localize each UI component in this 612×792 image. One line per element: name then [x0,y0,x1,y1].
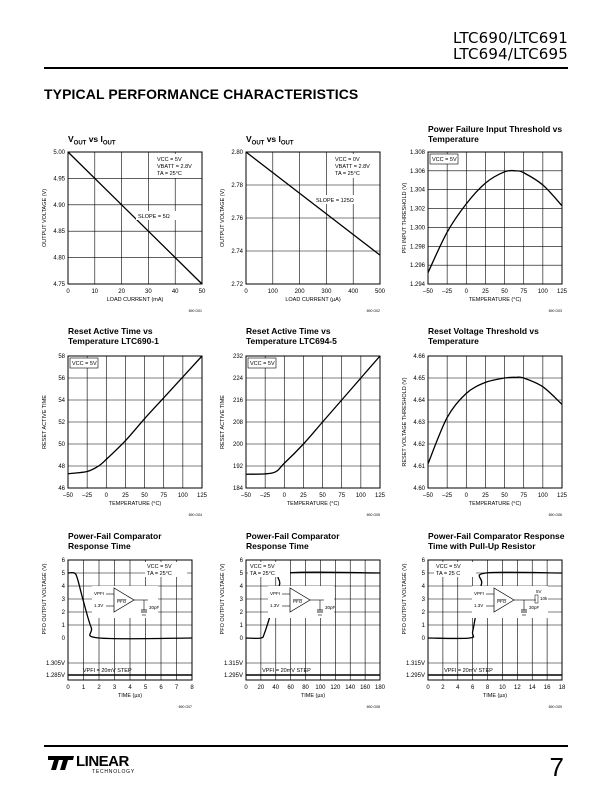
logo-subtext: TECHNOLOGY [92,769,136,775]
chart9-ytick-label: 0 [421,636,425,642]
chart6-xtick-label: 100 [537,493,548,499]
chart8-annotation: TA = 25°C [250,571,275,577]
chart5-series-line [246,356,380,474]
page-number: 7 [549,752,564,782]
header-title-line1: LTC690/LTC691 [452,29,568,47]
footer-rule [44,745,568,747]
chart9-step-text: VPFI = 20mV STEP [444,668,493,674]
chart4-annotation: VCC = 5V [72,361,97,367]
chart5-xtick-label: –50 [240,493,252,499]
chart6-ytick-label: 4.61 [413,464,425,470]
chart8-cap-label: 30pF [325,605,336,610]
chart6-xtick-label: 125 [556,493,568,499]
chart2-xtick-label: 300 [321,289,332,295]
chart5-ytick-label: 208 [232,420,243,426]
chart8-frame [246,560,380,680]
chart6-xtick-label: 75 [520,493,528,499]
chart4-ytick-label: 52 [58,420,65,426]
chart9-xtick-label: 2 [441,685,445,691]
chart8-ytick-label: 4 [239,584,243,590]
chart2-ytick-label: 2.72 [231,282,243,288]
chart9-cap-label: 30pF [529,605,540,610]
chart9-xlabel: TIME (µs) [482,693,508,699]
chart7-annotation: TA = 25°C [147,571,172,577]
chart9-ytick-label: 2 [421,610,425,616]
chart9-xtick-label: 18 [558,685,566,691]
chart6-ytick-label: 4.66 [413,354,425,360]
chart9-vpfi-label: VPFI [474,591,485,596]
chart3-title: Power Failure Input Threshold vs Temperature [428,124,563,144]
chart4-xtick-label: 75 [160,493,168,499]
chart5-ytick-label: 232 [232,354,243,360]
chart3-xlabel: TEMPERATURE (°C) [468,297,522,303]
chart3-figure-code: 690 G03 [548,309,562,313]
chart3-ytick-label: 1.300 [409,225,425,232]
chart8-ref-label: 1.3V [270,603,280,608]
chart7-xtick-label: 5 [143,685,148,691]
chart1-annotation: VCC = 5V [157,157,182,163]
chart7-xtick-label: 7 [174,685,179,691]
chart3-ylabel: PFI INPUT THRESHOLD (V) [402,182,408,254]
chart6-ytick-label: 4.63 [413,420,425,426]
chart8-xtick-label: 100 [315,685,326,691]
chart4-ytick-label: 58 [58,354,65,360]
chart9-title: Power-Fail Comparator Response Time with Pull-Up Resistor [428,531,565,551]
chart1-xtick-label: 40 [171,289,179,295]
chart7-annotation: VCC = 5V [147,564,172,570]
chart8-ytick-label: 1 [239,623,243,629]
chart4-xtick-label: 0 [104,493,108,499]
chart5-title: Reset Active Time vs Temperature LTC694-5 [246,326,337,346]
chart3-ytick-label: 1.304 [409,187,425,194]
chart9-frame [428,560,562,680]
chart5-xtick-label: 0 [282,493,286,499]
chart5-ytick-label: 192 [232,464,243,470]
chart9-pullup-resistor [535,595,538,603]
chart8-ytick-label: 5 [239,571,243,577]
logo-text: LINEAR [76,753,129,770]
chart8-ytick-label: 2 [239,610,243,616]
chart4-ytick-label: 46 [58,486,65,492]
chart5-xlabel: TEMPERATURE (°C) [286,501,340,507]
chart9-ytick-label: 4 [421,584,425,590]
chart4-xlabel: TEMPERATURE (°C) [108,501,162,507]
chart1-xlabel: LOAD CURRENT (mA) [106,297,164,303]
chart2-xtick-label: 100 [267,289,278,295]
chart7-xtick-label: 4 [128,685,132,691]
chart7-vpfi-label: VPFI [94,591,105,596]
chart8-ytick-label: 3 [239,597,243,603]
chart5-ytick-label: 216 [232,398,243,404]
chart1-ytick-label: 4.85 [53,229,65,236]
chart5-annotation: VCC = 5V [250,361,275,367]
chart9-resistor-label: 10k [540,596,548,601]
chart3-ytick-label: 1.306 [409,168,425,175]
chart7-xtick-label: 6 [159,685,163,691]
chart4-xtick-label: 125 [196,493,208,499]
chart9-ytick-label: 5 [421,571,425,577]
chart6-xtick-label: –25 [442,493,453,499]
chart7-ylabel: PFO OUTPUT VOLTAGE (V) [42,563,48,635]
chart3-xtick-label: –50 [422,289,434,295]
chart7-ytick-label: 2 [61,610,65,616]
chart7-ytick-label: 0 [61,636,65,642]
chart9-xtick-label: 10 [499,685,506,691]
chart4-xtick-label: 50 [141,493,148,499]
chart1-figure-code: 690 G01 [188,309,202,313]
chart9-ylabel: PFO OUTPUT VOLTAGE (V) [402,563,408,635]
chart7-cap-label: 30pF [149,605,160,610]
chart7-title: Power-Fail Comparator Response Time [68,531,162,551]
chart7-xlabel: TIME (µs) [117,693,143,699]
chart2-ylabel: OUTPUT VOLTAGE (V) [220,188,226,248]
chart7-step-text: VPFI = 20mV STEP [82,668,132,674]
chart6-figure-code: 690 G06 [548,513,562,517]
chart6-ytick-label: 4.62 [413,442,425,448]
chart9-figure-code: 690 G09 [548,705,562,709]
chart2-ytick-label: 2.78 [231,183,243,189]
chart2-xlabel: LOAD CURRENT (µA) [285,297,341,303]
chart1-ytick-label: 5.00 [53,150,65,156]
chart6-xtick-label: 25 [482,493,489,499]
chart5-ylabel: RESET ACTIVE TIME [220,395,226,449]
chart7-figure-code: 690 G07 [178,705,192,709]
chart6-xtick-label: 50 [501,493,508,499]
chart8-pfo-label: PFO [293,599,303,604]
chart4-series-line [68,356,202,474]
chart9-annotation: TA = 25 C [436,571,461,577]
chart4-ytick-label: 54 [58,398,65,404]
chart5-ytick-label: 184 [232,486,243,492]
chart4-ytick-label: 56 [58,376,65,382]
chart1-annotation: TA = 25°C [157,171,182,177]
chart1-xtick-label: 20 [118,289,125,295]
chart1-ytick-label: 4.75 [53,282,65,288]
chart8-ytick-label: 0 [239,636,243,642]
chart7-lower-label1: 1.305V [45,661,65,667]
chart2-figure-code: 690 G02 [366,309,380,313]
chart1-ytick-label: 4.80 [53,255,65,262]
chart3-xtick-label: 25 [482,289,489,295]
chart1-title-sub-out2: OUT [102,140,116,147]
chart5-ytick-label: 200 [232,442,243,448]
chart6-ytick-label: 4.65 [413,376,425,382]
chart2-ytick-label: 2.74 [231,249,243,255]
chart9-ref-label: 1.3V [474,603,484,608]
chart5-xtick-label: 100 [355,493,366,499]
chart9-annotation: VCC = 5V [436,564,461,570]
chart3-series-line [428,171,562,273]
chart6-series-line [428,377,562,464]
chart4-xtick-label: 100 [177,493,188,499]
chart8-step-text: VPFI = 20mV STEP [262,668,311,674]
chart6-xlabel: TEMPERATURE (°C) [468,501,522,507]
chart2-annotation: VBATT = 2.8V [335,164,370,170]
chart7-xtick-label: 0 [66,685,70,691]
chart5-xtick-label: –25 [260,493,271,499]
chart9-lower-label1: 1.315V [405,661,425,667]
chart1-title-mid: vs I [86,134,103,144]
chart3-xtick-label: –25 [442,289,453,295]
chart8-ylabel: PFO OUTPUT VOLTAGE (V) [220,563,226,635]
chart9-lower-label2: 1.295V [405,673,425,679]
chart9-xtick-label: 16 [543,685,551,691]
chart9-xtick-label: 8 [485,685,490,691]
chart7-pfo-label: PFO [117,599,127,604]
header-title-line2: LTC694/LTC695 [452,45,568,63]
chart3-frame [428,152,562,284]
chart1-xtick-label: 50 [198,289,206,295]
chart8-xtick-label: 180 [374,685,386,691]
chart2-ytick-label: 2.80 [231,150,243,156]
chart8-xtick-label: 80 [302,685,309,691]
chart7-ref-label: 1.3V [94,603,104,608]
chart2-ytick-label: 2.76 [231,216,243,222]
chart8-xtick-label: 160 [360,685,371,691]
chart8-xtick-label: 120 [330,685,341,691]
chart8-xtick-label: 140 [345,685,356,691]
chart8-lower-label2: 1.295V [223,673,243,679]
chart5-xtick-label: 50 [319,493,326,499]
chart8-xtick-label: 20 [257,685,265,691]
chart5-figure-code: 690 G05 [366,513,380,517]
chart7-lower-label2: 1.285V [45,673,65,679]
chart7-xtick-label: 1 [81,685,86,691]
chart3-ytick-label: 1.294 [409,282,425,288]
chart9-xtick-label: 4 [456,685,460,691]
chart2-annotation: VCC = 0V [335,157,360,163]
chart4-xtick-label: –25 [82,493,93,499]
chart1-xtick-label: 0 [66,289,70,295]
chart2-xtick-label: 500 [374,289,386,295]
chart1-ylabel: OUTPUT VOLTAGE (V) [42,188,48,248]
chart5-xtick-label: 75 [338,493,346,499]
chart2-xtick-label: 0 [244,289,248,295]
chart9-ytick-label: 1 [421,623,425,629]
chart7-ytick-label: 5 [61,571,65,577]
chart3-xtick-label: 0 [464,289,468,295]
chart8-ytick-label: 6 [239,558,243,564]
chart2-annotation: TA = 25°C [335,171,360,177]
chart4-xtick-label: 25 [122,493,129,499]
chart1-xtick-label: 30 [145,289,152,295]
chart9-pfo-label: PFO [497,599,507,604]
chart5-xtick-label: 25 [300,493,307,499]
chart1-ytick-label: 4.90 [53,202,65,209]
chart2-slope-label: SLOPE = 125Ω [316,198,354,204]
chart6-xtick-label: –50 [422,493,434,499]
chart4-xtick-label: –50 [62,493,74,499]
chart6-ytick-label: 4.60 [413,486,425,492]
chart5-ytick-label: 224 [232,376,243,382]
chart7-xtick-label: 8 [190,685,194,691]
chart8-lower-label1: 1.315V [223,661,243,667]
chart3-ytick-label: 1.298 [409,244,425,251]
chart7-ytick-label: 4 [61,584,65,590]
chart9-ytick-label: 3 [421,597,425,603]
chart7-ytick-label: 6 [61,558,65,564]
chart9-xtick-label: 6 [470,685,475,691]
chart1-ytick-label: 4.95 [53,176,65,183]
chart9-ytick-label: 6 [421,558,425,564]
chart2-xtick-label: 400 [348,289,359,295]
chart1-title-sub-out: OUT [73,140,87,147]
chart8-figure-code: 690 G08 [366,705,380,709]
chart9-xtick-label: 14 [528,685,536,691]
chart2-title-sub-out2: OUT [280,140,294,147]
chart8-xtick-label: 0 [244,685,248,691]
chart8-xtick-label: 40 [272,685,280,691]
chart4-ylabel: RESET ACTIVE TIME [42,395,48,449]
chart3-xtick-label: 50 [501,289,508,295]
chart1-xtick-label: 10 [91,289,99,295]
chart7-ytick-label: 1 [61,623,65,629]
linear-logo-icon [46,752,76,774]
chart2-title-v: V [246,134,252,144]
chart7-xtick-label: 3 [112,685,117,691]
chart2-title-sub-out: OUT [251,140,265,147]
section-title: TYPICAL PERFORMANCE CHARACTERISTICS [44,86,359,102]
chart6-xtick-label: 0 [464,493,468,499]
chart2-title-mid: vs I [264,134,281,144]
chart4-ytick-label: 50 [58,442,65,448]
chart1-annotation: VBATT = 2.8V [157,164,192,170]
chart9-xtick-label: 12 [513,685,521,691]
chart9-xtick-label: 0 [426,685,430,691]
chart8-xlabel: TIME (µs) [300,693,326,699]
chart6-ylabel: RESET VOLTAGE THRESHOLD (V) [402,377,408,467]
chart3-ytick-label: 1.302 [409,206,425,213]
chart7-ytick-label: 3 [61,597,65,603]
chart3-ytick-label: 1.296 [409,263,425,270]
chart4-ytick-label: 48 [58,464,65,470]
chart8-title: Power-Fail Comparator Response Time [246,531,340,551]
chart3-annotation: VCC = 5V [432,157,457,163]
chart4-title: Reset Active Time vs Temperature LTC690-1 [68,326,159,346]
chart5-xtick-label: 125 [374,493,386,499]
chart9-supply-label: 5V [536,589,542,594]
chart1-slope-label: SLOPE = 5Ω [138,214,170,220]
chart6-title: Reset Voltage Threshold vs Temperature [428,326,539,346]
chart3-ytick-label: 1.308 [409,150,425,156]
chart4-figure-code: 690 G04 [188,513,202,517]
chart3-xtick-label: 100 [537,289,548,295]
chart7-xtick-label: 2 [97,685,101,691]
chart3-xtick-label: 75 [520,289,528,295]
chart3-xtick-label: 125 [556,289,568,295]
chart8-vpfi-label: VPFI [270,591,281,596]
chart6-ytick-label: 4.64 [413,398,425,404]
chart8-annotation: VCC = 5V [250,564,275,570]
chart1-title-v: V [68,134,74,144]
chart8-xtick-label: 60 [287,685,295,691]
chart2-xtick-label: 200 [294,289,305,295]
